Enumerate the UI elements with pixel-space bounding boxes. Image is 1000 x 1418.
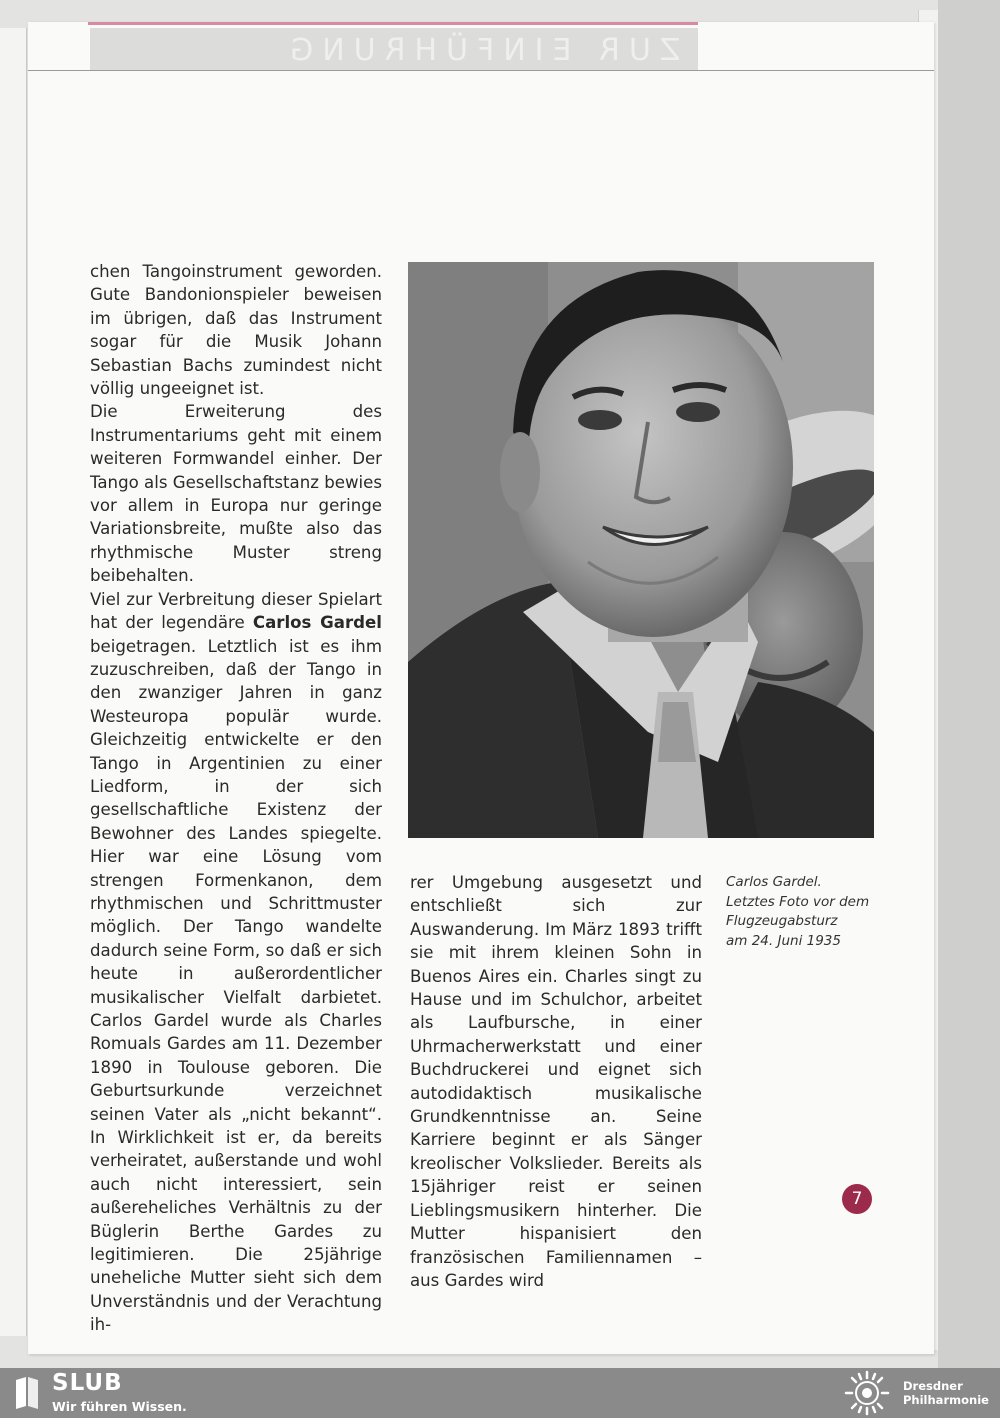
slub-logo-text: SLUB	[52, 1370, 123, 1396]
carlos-gardel-photo	[408, 262, 874, 838]
section-title-mirrored: ZUR EINFÜHRUNG	[280, 33, 680, 68]
carlos-gardel-bold: Carlos Gardel	[252, 613, 382, 633]
philharmonie-logo-icon	[840, 1370, 894, 1416]
caption-line-3: Flugzeugabsturz	[726, 913, 838, 929]
header-rule	[28, 70, 934, 71]
paragraph-bandonion: chen Tangoinstrument geworden. Gute Bandonionspieler beweisen im übrigen, daß das Instrument sogar für die Musik Johann Sebastian Bachs zumindest nicht völlig ungeeignet ist.	[90, 262, 382, 399]
footer-bar	[0, 1368, 1000, 1418]
section-header-band	[90, 28, 698, 70]
caption-line-1: Carlos Gardel.	[726, 874, 822, 890]
slub-book-icon	[14, 1376, 40, 1410]
photo-caption	[726, 873, 886, 951]
book-spine	[938, 0, 1000, 1368]
paragraph-instrumentarium: Die Erweiterung des Instrumentariums geht mit einem weiteren Formwandel einher. Der Tango als Gesellschaftstanz bewies vor allem in Europa nur geringe Variationsbreite, mußte also das rhythmische Muster streng beibehalten.	[90, 402, 382, 586]
caption-line-2: Letztes Foto vor dem	[726, 893, 870, 910]
caption-line-4: am 24. Juni 1935	[726, 932, 841, 949]
paragraph-gardel-biography: beigetragen. Letztlich ist es ihm zuzuschreiben, daß der Tango in den zwanziger Jahren in ganz Westeuropa populär wurde. Gleichzeitig entwickelte er den Tango in Argentinien zu einer Liedform, in der sich gesellschaftliche Existenz der Bewohner des Landes spiegelte. Hier war eine Lösung vom strengen Formenkanon, dem rhythmischen und Schrittmuster möglich. Der Tango wandelte dadurch seine Form, so daß er sich heute in außerordentlicher musikalischer Vielfalt darbietet. Carlos Gardel wurde als Charles Romuals Gardes am 11. Dezember 1890 in Toulouse geboren. Die Geburtsurkunde verzeichnet seinen Vater als „nicht bekannt“. In Wirklichkeit ist er, da bereits verheiratet, außerstande und wohl auch nicht interessiert, sein außereheliches Verhältnis zu der Büglerin Berthe Gardes zu legitimieren. Die 25jährige uneheliche Mutter sieht sich dem Unverständnis und der Verachtung ih-	[90, 636, 382, 1335]
philharmonie-name-line-2: Philharmonie	[903, 1393, 989, 1407]
slub-tagline: Wir führen Wissen.	[52, 1399, 187, 1414]
text-column-right: rer Umgebung ausgesetzt und entschließt sich zur Auswanderung. Im März 1893 trifft sie mit ihrem kleinen Sohn in Buenos Aires ein. Charles singt zu Hause und im Schulchor, arbeitet als Laufbursche, in einer Uhrmacherwerkstatt und einer Buchdruckerei und eignet sich autodidaktisch musikalische Grundkenntnisse an. Seine Karriere beginnt er als Sänger kreolischer Volkslieder. Bereits als 15jähriger reist er seinen Lieblingsmusikern hinterher. Die Mutter hispanisiert den französischen Familiennamen – aus Gardes wird	[410, 873, 702, 1290]
page-number-badge: 7	[842, 1184, 872, 1214]
text-column-left	[90, 260, 382, 1337]
paragraph-gardel-intro: Viel zur Verbreitung dieser Spielart hat der legendäre	[90, 589, 382, 633]
philharmonie-name-line-1: Dresdner	[903, 1379, 963, 1393]
header-accent-line	[88, 22, 698, 25]
previous-page-edge	[0, 28, 27, 1336]
